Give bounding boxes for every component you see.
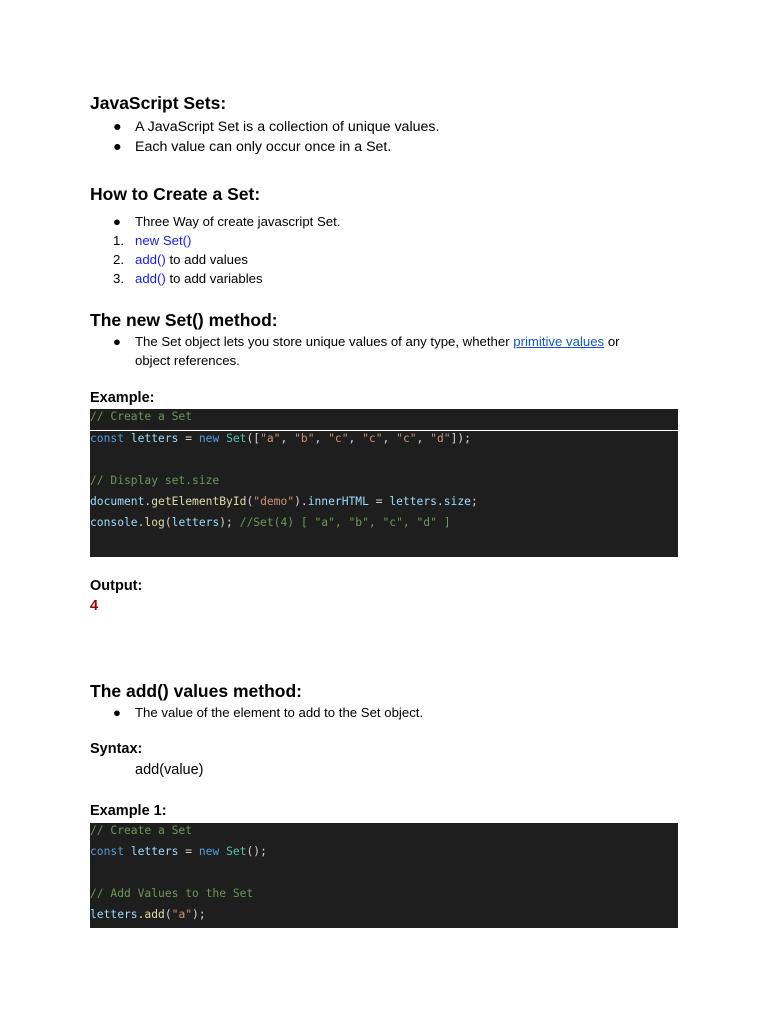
inline-code: add() <box>135 271 166 286</box>
list-item: ● Each value can only occur once in a Set. <box>113 139 392 155</box>
code-line: // Display set.size <box>90 474 220 487</box>
bullet-icon: ● <box>113 334 121 349</box>
heading-new-set-method: The new Set() method: <box>90 310 278 330</box>
inline-code: add() <box>135 252 166 267</box>
list-item: 2. add() to add values <box>113 252 248 267</box>
create-list <box>90 212 340 288</box>
code-line <box>90 865 678 886</box>
bullet-icon: ● <box>113 119 122 135</box>
list-item: 3. add() to add variables <box>113 271 263 286</box>
code-line: const letters = new Set(); <box>90 845 267 858</box>
list-item: ● A JavaScript Set is a collection of unique values. <box>113 119 440 135</box>
list-item: ● The value of the element to add to the Set object. <box>113 705 424 720</box>
code-line <box>90 452 678 473</box>
heading-add-values-method: The add() values method: <box>90 681 302 701</box>
example-label: Example: <box>90 390 155 406</box>
syntax-label: Syntax: <box>90 741 143 757</box>
code-line: const letters = new Set(["a", "b", "c", "c", "c", "d"]); <box>90 432 471 445</box>
code-line: console.log(letters); //Set(4) [ "a", "b", "c", "d" ] <box>90 516 451 529</box>
output-value: 4 <box>90 598 99 614</box>
list-item: ● Three Way of create javascript Set. <box>113 214 341 229</box>
list-item: ● The Set object lets you store unique values of any type, whether primitive values or object references. <box>113 334 620 368</box>
primitive-values-link[interactable]: primitive values <box>513 334 605 349</box>
code-line: // Create a Set <box>90 409 678 431</box>
list-item: 1. new Set() <box>113 233 192 248</box>
output-label: Output: <box>90 578 143 594</box>
inline-code: new Set() <box>135 233 192 248</box>
new-set-bullet-list <box>90 332 650 370</box>
bullet-icon: ● <box>113 214 121 229</box>
example-1-label: Example 1: <box>90 803 167 819</box>
code-line: // Add Values to the Set <box>90 887 254 900</box>
code-block <box>90 409 678 557</box>
sets-bullet-list <box>90 117 439 157</box>
heading-how-to-create: How to Create a Set: <box>90 184 261 204</box>
add-bullet-list <box>90 703 423 722</box>
code-line: letters.add("a"); <box>90 908 206 921</box>
bullet-icon: ● <box>113 705 121 720</box>
code-line: document.getElementById("demo").innerHTML = letters.size; <box>90 495 478 508</box>
bullet-icon: ● <box>113 139 122 155</box>
heading-javascript-sets: JavaScript Sets: <box>90 93 227 113</box>
code-block <box>90 823 678 928</box>
code-line: // Create a Set <box>90 824 193 837</box>
syntax-text: add(value) <box>135 762 204 778</box>
